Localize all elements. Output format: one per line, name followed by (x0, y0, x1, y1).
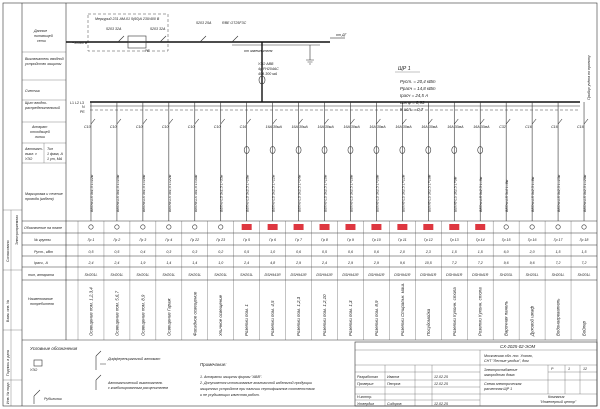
consumer-name: Посудомойка (425, 308, 431, 336)
panel-info (395, 55, 591, 112)
group-number: Гр 17 (553, 238, 563, 242)
group-power: 6,0 (503, 250, 509, 254)
consumer-name: Уличное освещение (218, 294, 224, 336)
socket-marker-icon (397, 224, 407, 230)
group-power: 1,5 (555, 250, 561, 254)
cable-label: ВВГнг-LS 3х2,5 L=8м (531, 176, 536, 212)
lamp-marker-icon (193, 225, 197, 229)
label-uzo-3: УЗО (25, 157, 33, 161)
pe-label: PE (145, 49, 150, 53)
breaker-rating: С32 (499, 125, 506, 129)
role-2: Н.контр. (357, 395, 373, 399)
name-3: Сидоров (387, 402, 402, 406)
group-apparatus-type: DSH941R (342, 273, 359, 277)
group-current: 2,4 (88, 261, 94, 265)
lamp-marker-icon (530, 225, 534, 229)
group-number: Гр 12 (423, 238, 433, 242)
group-power: 1,5 (451, 250, 457, 254)
group-power: 0,6 (347, 250, 353, 254)
cable-label: ВВГнг-LS 3х2,5 L=15м (557, 174, 562, 212)
breaker-icon (169, 119, 173, 124)
label-cable-1: Маркировка и сечение (25, 192, 63, 196)
breaker1-label: 5203 32А (106, 27, 122, 31)
group-power: 2,0 (529, 250, 535, 254)
socket-marker-icon (345, 224, 355, 230)
label-apparatus-1: Аппарат (32, 125, 48, 129)
breaker-rating: 16А 30мА (369, 125, 386, 129)
socket-marker-icon (320, 224, 330, 230)
uzo-main-label-1: УЗО ABB (258, 62, 274, 66)
side-stamp-label-3: Подпись и дата (6, 350, 10, 376)
consumer-name: Освещение пом. 1,2,3,4 (88, 287, 94, 336)
group-power: 0,3 (166, 250, 172, 254)
label-uzo-1: Автомат- (25, 147, 43, 151)
group-current: 2,4 (244, 261, 250, 265)
company-2: "Инженерный центр" (540, 400, 577, 404)
group-number: Гр 5 (243, 238, 251, 242)
date-1: 12.02.25 (434, 382, 448, 386)
consumer-name: Освещение пом. 8,9 (140, 294, 146, 336)
group-apparatus-type: SH201L (577, 273, 591, 277)
address-1: Московская обл. пос. Усково, (484, 354, 533, 358)
ext-label: от ДГ (336, 33, 347, 37)
label-group-no: № группы (34, 238, 51, 242)
legend (30, 346, 168, 404)
group-current: 1,4 (192, 261, 198, 265)
group-apparatus-type: DSH941R (316, 273, 333, 277)
group-current: 2,9 (373, 261, 379, 265)
breaker2-label: 5203 32А (150, 27, 166, 31)
panel-param-2: Ірасч = 24,5 А (400, 93, 429, 98)
group-number: Гр 16 (527, 238, 537, 242)
label-protective-2: устройство защиты (25, 62, 62, 66)
label-apparatus-2: отходящей (30, 130, 50, 134)
breaker-icon (480, 119, 484, 124)
group-number: Гр 14 (475, 238, 485, 242)
group-power: 0,5 (244, 250, 250, 254)
ground-label: от заземлителя (244, 49, 273, 53)
cable-label: ВВГнг-LS 5х4 L=8м (505, 179, 510, 212)
socket-marker-icon (423, 224, 433, 230)
group-apparatus-type: DSH941R (264, 273, 281, 277)
consumer-name: Освещение пом. 5,6,7 (114, 290, 120, 336)
group-power: 2,0 (399, 250, 405, 254)
group-current: 10,5 (424, 261, 432, 265)
group-current: 2,9 (347, 261, 353, 265)
cable-label: ВВГнг-LS 3х2,5 L=12м (271, 174, 276, 212)
group-current: 7,2 (451, 261, 457, 265)
side-stamp-label-4: Инв. № подл. (6, 381, 10, 404)
breaker-icon (273, 119, 277, 124)
diff-breaker-icon (96, 351, 106, 370)
address-2: СНТ "Лесные угодья", дом (484, 359, 529, 363)
role-1: Проверил (357, 382, 374, 386)
lamp-marker-icon (167, 225, 171, 229)
breaker-icon (428, 119, 432, 124)
group-number: Гр 1 (87, 238, 95, 242)
breaker-rating: С16 (239, 125, 247, 129)
cable-label: ВВГнг-LS 3х2,5 L=10м (245, 174, 250, 212)
breaker-icon (584, 119, 588, 124)
group-number: Гр 18 (579, 238, 589, 242)
consumer-name: Розетки пом. 1,2,3 (296, 296, 302, 336)
group-power: 0,3 (192, 250, 198, 254)
legend-diff: Дифференциальный автомат (108, 357, 161, 361)
title-block (355, 342, 597, 406)
breaker-icon (402, 119, 406, 124)
legend-switch: Рубильник (44, 397, 62, 401)
breaker-rating: С10 (161, 125, 169, 129)
notes-title: Примечание: (200, 362, 227, 367)
label-input-line3: сети (37, 39, 46, 43)
cable-label: ВВГнг-LS 3х1,5 L=35м (219, 174, 224, 212)
group-number: Гр 4 (165, 238, 173, 242)
group-number: Гр 23 (216, 238, 226, 242)
cable-label: ВВГнг-LS 3х2,5 L=9м (453, 176, 458, 212)
label-protective-1: Выключатель вводной (25, 57, 64, 61)
stage: Р (551, 367, 554, 371)
group-current: 1,9 (140, 261, 146, 265)
breaker-rating: С16 (525, 125, 532, 129)
breaker-icon (532, 119, 536, 124)
cable-label: ВВГнг-LS 3х1,5 L=30м (193, 174, 198, 212)
group-current: 9,6 (529, 261, 535, 265)
group-current: 2,4 (322, 261, 328, 265)
group-current: 2,9 (296, 261, 302, 265)
breaker-icon (221, 119, 225, 124)
label-shield-2: распределительный (25, 106, 61, 110)
role-3: Утвердил (357, 402, 375, 406)
panel-param-3: cos φ = 0,93 (400, 100, 425, 105)
breaker-rating: С10 (187, 125, 195, 129)
consumer-name: Бойлер (581, 320, 587, 336)
group-apparatus-type: DSH941R (446, 273, 463, 277)
label-input-line2: питающей (34, 34, 53, 38)
group-number: Гр 6 (269, 238, 277, 242)
breaker-rating: 16А 30мА (447, 125, 464, 129)
group-power: 1,5 (477, 250, 483, 254)
group-power: 0,6 (373, 250, 379, 254)
cable-label: ВВГнг-LS 3х2,5 L=16м (323, 174, 328, 212)
input-voltage: ~3x380 В (72, 41, 88, 45)
breaker-icon (299, 119, 303, 124)
group-current: 1,4 (166, 261, 172, 265)
bus-label-n: N (82, 105, 85, 109)
consumer-name: Водонагреватель (555, 298, 561, 336)
lamp-marker-icon (115, 225, 119, 229)
group-apparatus-type: SH201L (162, 273, 176, 277)
group-apparatus-type: SH201L (84, 273, 98, 277)
doc-code: СХ-2025-02-ЭОМ (500, 344, 536, 349)
consumer-name: Розетки пом. 1 (244, 304, 250, 336)
group-power: 0,4 (140, 250, 146, 254)
consumer-name: Розетки пом. 4,5 (270, 300, 276, 336)
legend-auto-1: Автоматический выключатель (108, 381, 163, 385)
consumer-name: Розетки Кухонн. стола (451, 287, 457, 336)
breaker-icon (195, 119, 199, 124)
group-current: 7,2 (581, 261, 587, 265)
breaker-rating: 16А 30мА (395, 125, 412, 129)
cable-label: ВВГнг-LS 3х1,5 L=15м (115, 174, 120, 212)
consumer-name: Розетки Кухонн. стола (477, 287, 483, 336)
breaker-icon (325, 119, 329, 124)
label-current: Ірасч., А (34, 261, 48, 265)
breaker-rating: 16А 30мА (317, 125, 334, 129)
breaker-rating: 16А 30мА (421, 125, 438, 129)
group-apparatus-type: SH201L (136, 273, 150, 277)
cable-label: ВВГнг-LS 3х2,5 L=9м (479, 176, 484, 212)
input-section (66, 14, 348, 102)
bus-label-l: L1 L2 L3 (70, 101, 84, 105)
cable-label: ВВГнг-LS 3х2,5 L=20м (375, 174, 380, 212)
breaker-rating: С16 (551, 125, 558, 129)
consumer-name: Розетки Стиральн. маш. (399, 282, 405, 336)
consumer-name: Розетки пом. 1,2,10 (322, 294, 328, 336)
group-power: 0,5 (88, 250, 94, 254)
breaker-icon (91, 119, 95, 124)
note-1: 1. Аппараты защиты фирмы "ABB". (200, 375, 263, 379)
group-number: Гр 10 (372, 238, 381, 242)
group-power: 1,5 (581, 250, 587, 254)
side-stamp-label-2: Взам. инв. № (6, 299, 10, 322)
group-apparatus-type: DSH941R (368, 273, 385, 277)
group-current: 4,8 (270, 261, 276, 265)
bus-bars (70, 101, 580, 114)
label-apparatus-3: линии (35, 135, 46, 139)
group-apparatus-type: SH201L (551, 273, 565, 277)
breaker-rating: 16А 30мА (343, 125, 360, 129)
breaker-icon (350, 119, 354, 124)
note-3: защитных устройств при наличии сертификатов соответствия (200, 387, 315, 391)
cable-label: ВВГнг-LS 3х2,5 L=18м (349, 174, 354, 212)
group-apparatus-type: SH201L (110, 273, 124, 277)
breaker-rating: С16 (577, 125, 584, 129)
breaker3-label: 5203 25А (196, 21, 212, 25)
switch-icon (34, 390, 40, 404)
company-1: Компания (548, 395, 565, 399)
meter-label: Меркурий 231 AM-01 5(60)А 230/400 В (95, 17, 160, 21)
socket-marker-icon (475, 224, 485, 230)
group-apparatus-type: DSH941R (472, 273, 489, 277)
group-number: Гр 7 (295, 238, 302, 242)
consumer-name: Освещение Гараж (166, 298, 172, 336)
uzo-main-label-3: 40A 300 мА (258, 72, 278, 76)
breaker-rating: С10 (213, 125, 221, 129)
sheet-title-1: Схема электрическая (484, 382, 522, 386)
role-0: Разработал (357, 375, 378, 379)
group-apparatus-type: SH201L (525, 273, 539, 277)
group-power: 2,3 (425, 250, 431, 254)
lamp-marker-icon (89, 225, 93, 229)
legend-auto-2: с комбинированным расцепителем (108, 386, 168, 390)
group-number: Гр 9 (347, 238, 354, 242)
note-2: 2. Допускается использование аналогичной кабельной продукции (200, 381, 312, 385)
socket-marker-icon (242, 224, 252, 230)
breaker-icon (117, 119, 121, 124)
lamp-marker-icon (141, 225, 145, 229)
breaker-rating: С10 (83, 125, 91, 129)
breaker-rating: 16А 30мА (473, 125, 490, 129)
row-labels (15, 29, 597, 340)
cable-label: ВВГнг-LS 3х1,5 L=18м (141, 174, 146, 212)
group-number: Гр 11 (398, 238, 407, 242)
group-number: Гр 2 (113, 238, 121, 242)
group-current: 2,4 (114, 261, 120, 265)
legend-title: Условные обозначения (30, 346, 78, 351)
group-number: Гр 8 (321, 238, 328, 242)
sheets-total: 12 (583, 367, 587, 371)
label-meter: Счетчик (25, 89, 40, 93)
consumer-name: Фасадное освещение (192, 291, 198, 336)
group-power: 0,5 (322, 250, 328, 254)
label-uzo-type-1: Тип (47, 147, 54, 151)
group-apparatus-type: SH203L (499, 273, 513, 277)
panel-param-0: Руст. = 20,4 кВт (400, 79, 436, 84)
label-electrical-system: Электроприемник (15, 215, 19, 245)
breaker-icon (454, 119, 458, 124)
label-power: Руст., кВт (34, 250, 54, 254)
project-2: загородного дома (484, 373, 515, 377)
label-apparatus-type: тип, аппарата (28, 273, 54, 277)
legend-uzo: УЗО (30, 368, 38, 372)
sheet-title-2: расчетная ЩР 1 (484, 387, 513, 391)
rcd-label: RBE OT25F3C (222, 21, 247, 25)
panel-title: ЩР 1 (398, 66, 411, 72)
breaker-icon (143, 119, 147, 124)
group-apparatus-type: DSH941R (290, 273, 307, 277)
consumer-name: Розетки пом. 8,9 (373, 300, 379, 336)
name-0: Иванов (387, 375, 400, 379)
panel-param-1: Ррасч = 14,8 кВт (400, 86, 436, 91)
name-1: Петров (387, 382, 401, 386)
breaker-rating: С10 (109, 125, 117, 129)
note-4: и не ухудшающих качества работ. (200, 393, 260, 397)
breaker-rating: 16А 30мА (265, 125, 282, 129)
cable-label: ВВГнг-LS 3х2,5 L=14м (297, 174, 302, 212)
label-uzo-2: выкл. с (25, 152, 38, 156)
breaker-rating: С10 (135, 125, 143, 129)
cable-label: ВВГнг-LS 3х1,5 L=22м (167, 174, 172, 212)
group-number: Гр 13 (449, 238, 459, 242)
cable-label: ВВГнг-LS 3х2,5 L=12м (401, 174, 406, 212)
label-consumer-1: Наименование (28, 297, 53, 301)
label-input-line1: Данные (34, 29, 48, 33)
group-power: 1,0 (270, 250, 276, 254)
lamp-marker-icon (556, 225, 560, 229)
lamp-marker-icon (582, 225, 586, 229)
group-power: 0,5 (114, 250, 120, 254)
consumer-name: Варочная панель (503, 300, 509, 336)
side-stamp-label-1: Согласовано (6, 240, 10, 262)
project-1: Электроснабжение (484, 368, 518, 372)
breaker-icon (376, 119, 380, 124)
group-power: 0,6 (296, 250, 302, 254)
socket-marker-icon (371, 224, 381, 230)
group-apparatus-type: SH201L (188, 273, 202, 277)
label-uzo-type-2: 1 фаза, А (47, 152, 63, 156)
uzo-symbol-icon (34, 360, 42, 366)
cable-label: ВВГнг-LS 3х2,5 L=10м (427, 174, 432, 212)
cable-label: ВВГнг-LS 3х2,5 L=20м (583, 174, 588, 212)
breaker-icon (247, 119, 251, 124)
notes (199, 362, 315, 397)
group-apparatus-type: DSH941R (420, 273, 437, 277)
side-stamp (3, 210, 22, 406)
breaker-icon (558, 119, 562, 124)
date-0: 12.02.25 (434, 375, 448, 379)
consumer-name: Духовой шкаф (529, 305, 535, 336)
socket-marker-icon (268, 224, 278, 230)
group-number: Гр 3 (139, 238, 147, 242)
label-consumer-2: потребителя (30, 302, 54, 306)
auto-breaker-icon (96, 375, 101, 390)
uzo-main-label-2: 4p FH204AC (258, 67, 279, 71)
bus-label-pe: PE (80, 110, 85, 114)
group-apparatus-type: SH201L (214, 273, 228, 277)
socket-marker-icon (294, 224, 304, 230)
label-uzo-type-3: 1 ут, МА (47, 157, 63, 161)
label-shield-1: Щит вводно- (25, 101, 48, 105)
consumer-name: Розетки пом. 1,3 (347, 300, 353, 336)
group-number: Гр 22 (190, 238, 200, 242)
group-apparatus-type: SH201L (240, 273, 254, 277)
label-cable-2: провода (кабеля) (25, 197, 54, 201)
group-power: 0,2 (218, 250, 224, 254)
lamp-marker-icon (219, 225, 223, 229)
right-note: Прибор учёта по проекту (587, 55, 591, 100)
sheet-no: 1 (568, 367, 570, 371)
date-3: 12.02.25 (434, 402, 448, 406)
breaker-icon (506, 119, 510, 124)
group-number: Гр 15 (501, 238, 511, 242)
group-apparatus-type: DSH941R (394, 273, 411, 277)
label-line-designation: Обозначение на плане (24, 226, 62, 230)
cable-label: ВВГнг-LS 3х1,5 L=12м (89, 174, 94, 212)
group-current: 9,6 (503, 261, 509, 265)
group-current: 7,2 (555, 261, 561, 265)
panel-param-4: К исп. = 0,7 (400, 107, 424, 112)
group-current: 9,6 (399, 261, 405, 265)
socket-marker-icon (449, 224, 459, 230)
lamp-marker-icon (504, 225, 508, 229)
group-current: 1,0 (218, 261, 224, 265)
group-current: 7,2 (477, 261, 483, 265)
breaker-rating: 16А 30мА (291, 125, 308, 129)
